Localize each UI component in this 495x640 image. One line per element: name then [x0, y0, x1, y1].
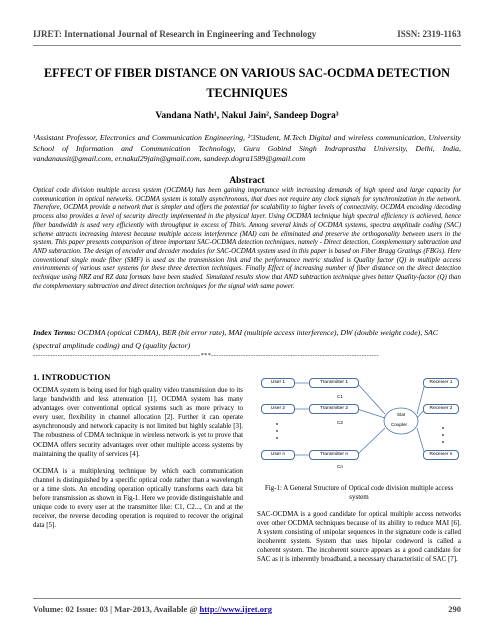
- title-line-2: TECHNIQUES: [206, 86, 288, 100]
- transmitter-2-box: Transmitter 2: [309, 404, 359, 414]
- abstract-text: Optical code division multiple access system (OCDMA) has been gaining importance with increasing demands of high speed and large capacity for communication in optical networks. OCDMA system is totally asynchronous, that does not require any clock signals for synchronization in the network. Therefore, OCDMA provide a network that is simpler and offers the potential for scalability to higher levels of connectivity. OCDMA encoding /decoding process also provides a level of security directly implemented in the physical layer. Using OCDMA technique high spectral efficiency is achieved, hence fiber bandwidth is used very efficiently with throughput in excess of Tbit/s. Among several kinds of OCDMA systems, spectra amplitude coding (SAC) scheme attracts increasing interest because multiple access interference (MAI) can be eliminated and preserve the orthogonality between users in the system. This paper presents comparison of three important SAC-OCDMA detection techniques, namely - Direct detection, Complementary subtraction and AND subtraction. The design of encoder and decoder modules for SAC-OCDMA system used in this paper is based on Fiber Bragg Gratings (FBGs). Here conventional single mode fiber (SMF) is used as the transmission link and the performance metric studied is Quality factor (Q) in multiple access environments of various user systems for these three detection techniques. Finally Effect of increasing number of fiber distance on the direct detection technique using NRZ and RZ data formats have been studied. Simulated results show that AND subtraction technique gives better Quality-factor (Q) than the complementary subtraction and direct detection techniques for the signal with same power.: [33, 187, 461, 290]
- right-paragraph-1: SAC-OCDMA is a good candidate for optical multiple access networks over other OCDMA techniques because of its ability to reduce MAI [6]. A system consisting of unipolar sequences in the signature code is called incoherent system. System that uses bipolar codeword is called a coherent system. The incoherent source appears as a good candidate for SAC as it is inherently broadband, a necessary characteristic of SAC [7].: [257, 511, 461, 564]
- coupler-label: Coupler: [391, 422, 408, 427]
- left-column: [33, 372, 243, 538]
- receiver-n-box: Receiver n: [423, 450, 459, 460]
- transmitter-n-box: Transmitter n: [309, 450, 359, 460]
- star-label: Star: [397, 412, 406, 417]
- footer-volume: [33, 604, 272, 614]
- index-terms: [33, 326, 461, 352]
- journal-url-link[interactable]: http://www.ijret.org: [199, 604, 273, 614]
- page-footer: [33, 604, 461, 618]
- right-column: [257, 372, 461, 573]
- page-number: 290: [448, 604, 461, 614]
- user-2-box: User 2: [261, 404, 295, 414]
- running-header: [33, 29, 461, 43]
- footer-rule: [33, 598, 461, 599]
- intro-heading: 1. INTRODUCTION: [33, 372, 111, 382]
- authors: Vandana Nath¹, Nakul Jain², Sandeep Dogra³: [155, 111, 339, 121]
- code-c2-label: C2: [337, 420, 343, 425]
- affiliation: ¹Assistant Professor, Electronics and Communication Engineering, ²ʹ3Student, M.Tech Digital and wireless communication, University School of Information and Communication Technology, Guru Gobind Singh Indraprastha University, Delhi, India, vandanausit@gmail.com, er.nakul29jain@gmail.com, sandeep.dogra1589@gmail.com: [33, 133, 461, 164]
- abstract-heading: Abstract: [229, 176, 265, 186]
- title-line-1: EFFECT OF FIBER DISTANCE ON VARIOUS SAC-OCDMA DETECTION: [44, 66, 450, 80]
- section-separator: --------------------------------------------------------------------***--------------------------------------------------------------------: [33, 352, 379, 359]
- issn: ISSN: 2319-1163: [397, 29, 461, 39]
- footer-volume-text: Volume: 02 Issue: 03 | Mar-2013, Available @: [33, 604, 200, 614]
- intro-paragraph-1: OCDMA system is being used for high quality video transmission due to its large bandwidth and less attenuation [1]. OCDMA system has many advantages over conventional optical systems such as more privacy to every user, flexibility in channel allocation [2]. Further it can operate asynchronously and network capacity is not limited but highly scalable [3]. The robustness of CDMA technique in wireless network is yet to prove that OCDMA offers security advantages over other multiple access systems by maintaining the quality of services [4].: [33, 387, 243, 458]
- code-cn-label: Cn: [337, 464, 343, 469]
- index-terms-label: Index Terms:: [33, 328, 76, 337]
- code-c1-label: C1: [337, 394, 343, 399]
- receiver-2-box: Receiver 2: [423, 404, 459, 414]
- index-terms-text: OCDMA (optical CDMA), BER (bit error rate), MAI (multiple access interference), DW (double weight code), SAC (spectral amplitude coding) and Q (quality factor): [33, 328, 439, 350]
- user-n-box: User n: [261, 450, 295, 460]
- user-1-box: User 1: [261, 378, 295, 388]
- paper-title: [33, 63, 461, 103]
- ocdma-diagram: [257, 372, 461, 482]
- transmitter-1-box: Transmitter 1: [309, 378, 359, 388]
- figure-caption: Fig-1: A General Structure of Optical code division multiple access system: [264, 484, 454, 501]
- journal-name: IJRET: International Journal of Research in Engineering and Technology: [33, 29, 317, 39]
- receiver-1-box: Receiver 1: [423, 378, 459, 388]
- header-rule: [33, 45, 461, 46]
- intro-paragraph-2: OCDMA is a multiplexing technique by which each communication channel is distinguished by a specific optical code rather than a wavelength or a time slots. An encoding operation optically transforms each data bit before transmission as shown in Fig-1. Here we provide distinguishable and unique code to every user at the transmitter like: C1, C2..., Cn and at the receiver, the reverse decoding operation is required to recover the original data [5].: [33, 467, 243, 530]
- diagram-connectors: [257, 372, 461, 482]
